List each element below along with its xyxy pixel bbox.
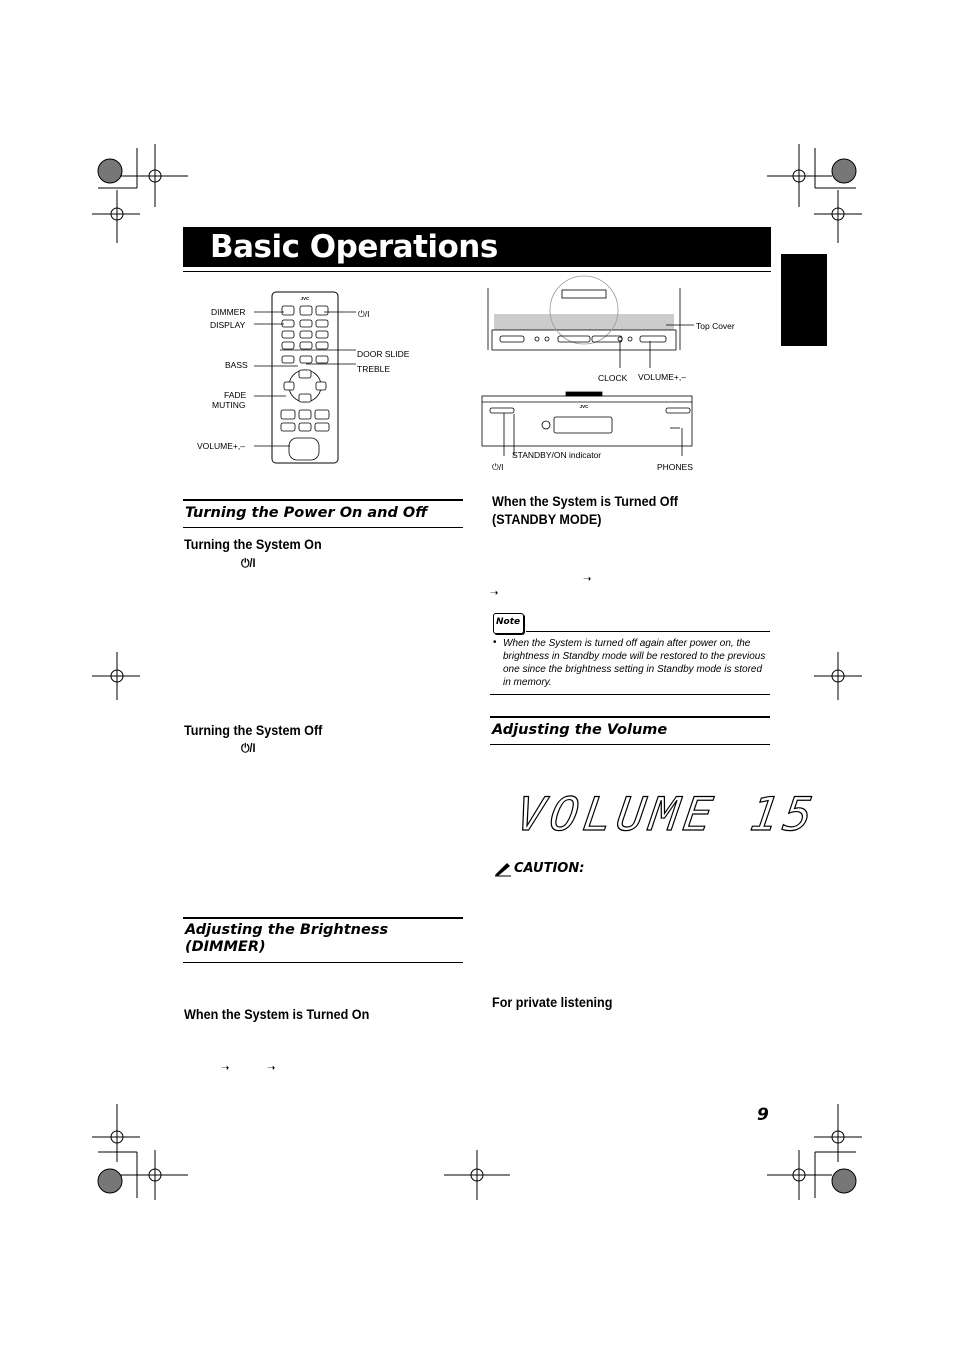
- arrow-2: ➝: [267, 1063, 276, 1074]
- title-underline: [183, 271, 771, 272]
- rule-power-top: [183, 499, 463, 501]
- power-symbol-on: ⏻/I: [241, 556, 256, 570]
- label-clock: CLOCK: [598, 373, 628, 383]
- subheading-standby-line1: When the System is Turned Off: [492, 493, 678, 509]
- heading-dimmer-line2: (DIMMER): [185, 939, 266, 955]
- subheading-standby-line2: (STANDBY MODE): [492, 511, 602, 527]
- caution-icon: [493, 861, 513, 877]
- label-door-slide: DOOR SLIDE: [357, 349, 410, 359]
- label-treble: TREBLE: [357, 364, 391, 374]
- page-number: 9: [757, 1105, 769, 1125]
- label-fade: FADE: [224, 390, 247, 400]
- arrow-3: ➝: [583, 574, 592, 585]
- arrow-4: ➝: [490, 588, 499, 599]
- heading-volume: Adjusting the Volume: [492, 722, 668, 738]
- power-symbol-off: ⏻/I: [241, 741, 256, 755]
- rule-volume-bottom: [490, 744, 770, 745]
- page-title: Basic Operations: [210, 229, 498, 265]
- arrow-1: ➝: [221, 1063, 230, 1074]
- subheading-system-on: Turning the System On: [184, 536, 322, 552]
- note-label: Note: [496, 617, 521, 627]
- remote-brand: JVC: [300, 296, 310, 301]
- note-badge: [493, 613, 524, 634]
- subheading-turned-on: When the System is Turned On: [184, 1006, 370, 1022]
- volume-lcd-display: VOLUME 15: [513, 787, 821, 841]
- label-standby-indicator: STANDBY/ON indicator: [512, 450, 602, 460]
- label-phones: PHONES: [657, 462, 693, 472]
- unit-brand: JVC: [579, 404, 589, 409]
- page-title-bar: [183, 227, 771, 267]
- heading-dimmer-line1: Adjusting the Brightness: [185, 922, 389, 938]
- rule-note-top: [526, 631, 770, 632]
- note-text-content: When the System is turned off again after power on, the brightness in Standby mode will be restored to the previous one since the brightness setting in Standby mode is stored in memory.: [503, 638, 766, 688]
- rule-dimmer-top: [183, 917, 463, 919]
- label-power-unit: ⏻/I: [492, 462, 504, 472]
- caution-label: CAUTION:: [514, 861, 585, 876]
- rule-note-bottom: [490, 694, 770, 695]
- subheading-private-listening: For private listening: [492, 994, 613, 1010]
- label-volume-remote: VOLUME+,–: [197, 441, 245, 451]
- remote-illustration: [270, 290, 410, 465]
- rule-power-bottom: [183, 527, 463, 528]
- note-bullet: •: [493, 637, 497, 648]
- label-muting: MUTING: [212, 400, 246, 410]
- label-display: DISPLAY: [210, 320, 246, 330]
- rule-volume-top: [490, 716, 770, 718]
- heading-power: Turning the Power On and Off: [185, 505, 428, 521]
- language-tab: [781, 254, 827, 346]
- note-text: [503, 637, 771, 689]
- label-bass: BASS: [225, 360, 248, 370]
- label-volume-unit: VOLUME+,–: [638, 372, 686, 382]
- label-dimmer: DIMMER: [211, 307, 246, 317]
- label-top-cover: Top Cover: [696, 321, 735, 331]
- subheading-system-off: Turning the System Off: [184, 722, 323, 738]
- label-power-remote: ⏻/I: [358, 309, 370, 319]
- rule-dimmer-bottom: [183, 962, 463, 963]
